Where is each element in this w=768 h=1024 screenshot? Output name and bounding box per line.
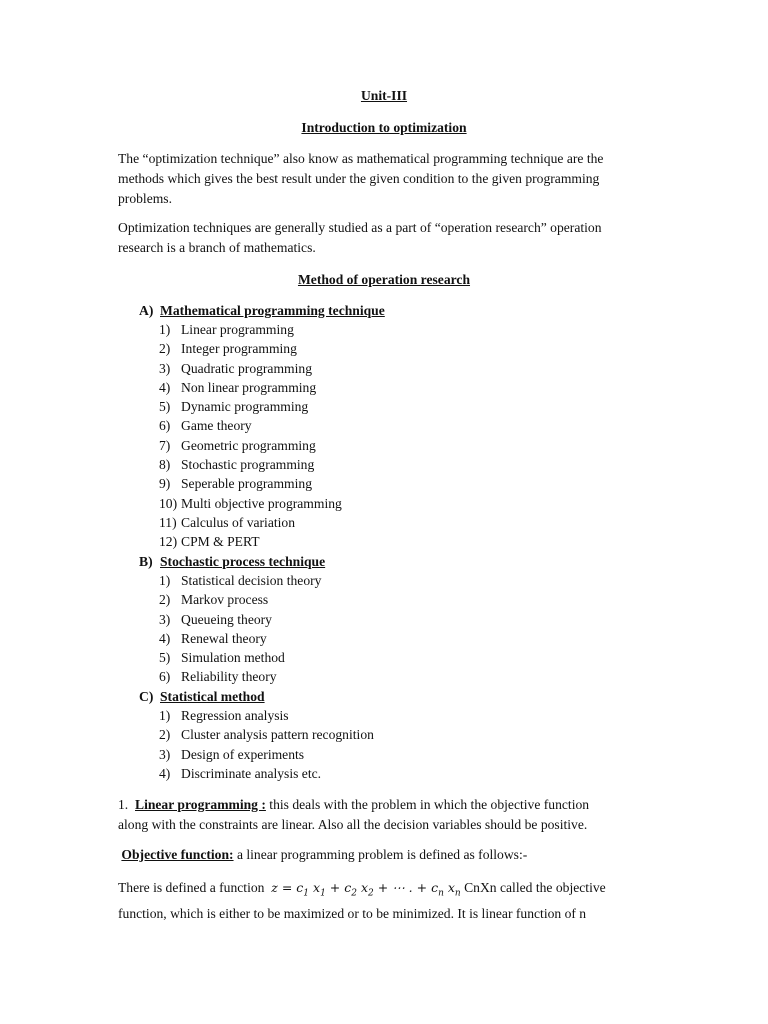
text-line: along with the constraints are linear. Also all the decision variables should be positive.	[118, 817, 588, 832]
list-item	[159, 747, 304, 763]
item-text: Quadratic programming	[181, 361, 312, 376]
item-number: 10)	[159, 496, 178, 511]
function-definition-paragraph	[118, 878, 638, 924]
item-number: 2)	[159, 592, 171, 607]
list-item	[159, 399, 308, 415]
item-text: Queueing theory	[181, 612, 272, 627]
list-item	[159, 727, 374, 743]
section-title: Stochastic process technique	[160, 554, 326, 569]
item-text: Multi objective programming	[181, 496, 342, 511]
item-number: 11)	[159, 515, 177, 530]
objective-function-paragraph	[118, 845, 638, 865]
item-text: Reliability theory	[181, 669, 277, 684]
intro-heading: Introduction to optimization	[301, 120, 467, 135]
item-text: Integer programming	[181, 341, 297, 356]
list-item	[159, 612, 272, 628]
text-line	[118, 845, 638, 865]
text-line: Optimization techniques are generally studied as a part of “operation research” operation	[118, 220, 602, 235]
list-item	[159, 515, 295, 531]
list-item	[159, 766, 321, 782]
item-number: 4)	[159, 766, 171, 781]
item-text: Markov process	[181, 592, 269, 607]
item-number: 8)	[159, 457, 171, 472]
item-number: 5)	[159, 399, 171, 414]
linear-programming-term: Linear programming :	[135, 797, 266, 812]
item-text: Renewal theory	[181, 631, 267, 646]
list-item	[159, 669, 277, 685]
text-line	[118, 795, 638, 815]
item-number: 12)	[159, 534, 178, 549]
list-item	[159, 361, 312, 377]
list-item	[159, 592, 268, 608]
list-item	[159, 708, 289, 724]
text-line: research is a branch of mathematics.	[118, 240, 316, 255]
text-line: function, which is either to be maximized or to be minimized. It is linear function of n	[118, 905, 587, 921]
list-item	[159, 341, 297, 357]
list-item	[159, 380, 316, 396]
item-text: Non linear programming	[181, 380, 317, 395]
list-item	[159, 496, 342, 512]
item-text: Seperable programming	[181, 476, 312, 491]
text-line: methods which gives the best result under the given condition to the given programming	[118, 171, 600, 186]
item-number: 1)	[159, 322, 171, 337]
item-number: 3)	[159, 612, 171, 627]
text-line	[118, 878, 638, 904]
operation-research-paragraph	[118, 218, 638, 258]
section-title: Statistical method	[160, 689, 265, 704]
list-item	[159, 418, 252, 434]
section-letter: C)	[139, 689, 154, 704]
item-text: Stochastic programming	[181, 457, 315, 472]
objective-function-term: Objective function:	[121, 847, 234, 862]
method-heading: Method of operation research	[297, 272, 471, 287]
section-b-heading	[139, 554, 325, 570]
item-number: 6)	[159, 418, 171, 433]
section-letter: A)	[139, 303, 154, 318]
text-line: problems.	[118, 191, 172, 206]
section-a-heading	[139, 303, 385, 319]
item-number: 2)	[159, 341, 171, 356]
section-letter: B)	[139, 554, 153, 569]
item-text: Geometric programming	[181, 438, 316, 453]
item-text: Dynamic programming	[181, 399, 309, 414]
unit-title: Unit-III	[360, 88, 408, 103]
linear-programming-paragraph	[118, 795, 638, 835]
item-number: 1)	[159, 708, 171, 723]
item-number: 3)	[159, 361, 171, 376]
item-number: 4)	[159, 380, 171, 395]
list-item	[159, 573, 321, 589]
item-text: Statistical decision theory	[181, 573, 322, 588]
text-run: There is defined a function	[118, 880, 268, 895]
list-item	[159, 457, 314, 473]
list-item	[159, 650, 285, 666]
text-run: a linear programming problem is defined as follows:-	[233, 847, 528, 862]
item-number: 5)	[159, 650, 171, 665]
item-text: Calculus of variation	[181, 515, 296, 530]
item-text: CPM & PERT	[181, 534, 260, 549]
item-number: 9)	[159, 476, 171, 491]
item-text: Linear programming	[181, 322, 294, 337]
text-line: The “optimization technique” also know as mathematical programming technique are the	[118, 151, 604, 166]
text-run: this deals with the problem in which the objective function	[265, 797, 590, 812]
paragraph-number: 1.	[118, 797, 129, 812]
item-text: Game theory	[181, 418, 252, 433]
section-title: Mathematical programming technique	[160, 303, 385, 318]
item-number: 3)	[159, 747, 171, 762]
list-item	[159, 322, 294, 338]
item-number: 6)	[159, 669, 171, 684]
item-number: 1)	[159, 573, 171, 588]
objective-formula: $z = c_1$ $x_1 + c_2$ $x_2$ + ⋯ . + $c_n$ $x_n$	[271, 880, 461, 899]
list-item	[159, 476, 312, 492]
item-number: 7)	[159, 438, 171, 453]
item-text: Design of experiments	[181, 747, 305, 762]
list-item	[159, 534, 260, 550]
item-number: 4)	[159, 631, 171, 646]
section-c-heading	[139, 689, 265, 705]
item-text: Regression analysis	[181, 708, 289, 723]
item-text: Cluster analysis pattern recognition	[181, 727, 374, 742]
item-number: 2)	[159, 727, 171, 742]
intro-paragraph	[118, 149, 638, 209]
text-run: CnXn called the objective	[460, 880, 606, 895]
item-text: Discriminate analysis etc.	[181, 766, 322, 781]
list-item	[159, 438, 316, 454]
list-item	[159, 631, 267, 647]
item-text: Simulation method	[181, 650, 285, 665]
